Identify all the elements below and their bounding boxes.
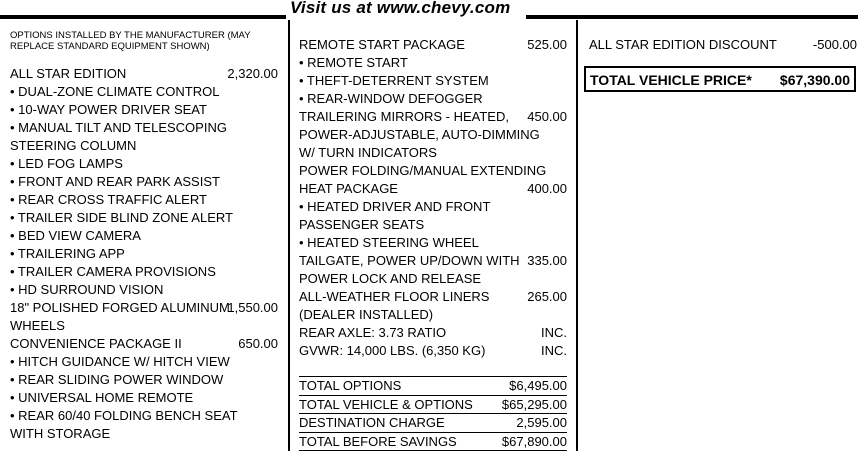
total-amount: 2,595.00: [516, 415, 567, 430]
option-line: [10, 191, 278, 209]
discount-label: ALL STAR EDITION DISCOUNT: [589, 37, 777, 52]
total-amount: $65,295.00: [501, 396, 567, 412]
header-rule-right: [526, 15, 858, 19]
total-line: [299, 432, 567, 451]
option-line: [299, 216, 567, 234]
total-vehicle-price-box: [584, 66, 856, 92]
option-text: POWER LOCK AND RELEASE: [299, 271, 482, 286]
option-line: [299, 36, 567, 54]
option-text: TAILGATE, POWER UP/DOWN WITH: [299, 253, 520, 268]
option-line: [299, 306, 567, 324]
option-line: [10, 227, 278, 245]
total-line: [299, 376, 567, 395]
option-line: [10, 425, 278, 443]
option-text: • UNIVERSAL HOME REMOTE: [10, 390, 194, 405]
option-text: • MANUAL TILT AND TELESCOPING: [10, 120, 227, 135]
option-line: [10, 209, 278, 227]
option-text: • REAR SLIDING POWER WINDOW: [10, 372, 224, 387]
website-url[interactable]: Visit us at www.chevy.com: [290, 0, 511, 17]
option-line: [10, 407, 278, 425]
totals-block: [299, 376, 567, 451]
option-text: • REAR-WINDOW DEFOGGER: [299, 91, 483, 106]
total-label: TOTAL VEHICLE & OPTIONS: [299, 396, 473, 412]
option-text: • HEATED DRIVER AND FRONT: [299, 199, 491, 214]
option-line: [299, 144, 567, 162]
option-line: [10, 173, 278, 191]
option-text: • REAR 60/40 FOLDING BENCH SEAT: [10, 408, 238, 423]
total-line: [299, 395, 567, 414]
option-text: 18" POLISHED FORGED ALUMINUM: [10, 300, 230, 315]
left-lines: [10, 65, 278, 443]
option-line: [10, 155, 278, 173]
option-line: [10, 335, 278, 353]
option-text: • TRAILER CAMERA PROVISIONS: [10, 264, 216, 279]
option-text: ALL-WEATHER FLOOR LINERS: [299, 289, 490, 304]
option-text: STEERING COLUMN: [10, 138, 137, 153]
total-amount: $6,495.00: [509, 378, 567, 393]
total-label: TOTAL OPTIONS: [299, 378, 402, 393]
option-text: GVWR: 14,000 LBS. (6,350 KG): [299, 343, 486, 358]
option-text: POWER FOLDING/MANUAL EXTENDING: [299, 163, 547, 178]
option-amount: 400.00: [527, 181, 567, 196]
option-line: [10, 389, 278, 407]
option-text: • FRONT AND REAR PARK ASSIST: [10, 174, 220, 189]
option-text: • HEATED STEERING WHEEL: [299, 235, 479, 250]
options-column-middle: [299, 36, 567, 360]
option-text: • HITCH GUIDANCE W/ HITCH VIEW: [10, 354, 230, 369]
option-line: [10, 137, 278, 155]
option-line: [299, 126, 567, 144]
option-amount: INC.: [541, 343, 567, 358]
option-text: ALL STAR EDITION: [10, 66, 127, 81]
option-amount: 2,320.00: [227, 66, 278, 81]
option-text: HEAT PACKAGE: [299, 181, 398, 196]
option-line: [10, 65, 278, 83]
option-amount: 265.00: [527, 289, 567, 304]
total-label: DESTINATION CHARGE: [299, 415, 445, 430]
option-text: WITH STORAGE: [10, 426, 111, 441]
option-line: [10, 299, 278, 317]
option-amount: INC.: [541, 325, 567, 340]
middle-lines: [299, 36, 567, 360]
option-text: (DEALER INSTALLED): [299, 307, 434, 322]
option-line: [299, 54, 567, 72]
option-amount: 525.00: [527, 37, 567, 52]
option-line: [10, 353, 278, 371]
option-line: [299, 108, 567, 126]
option-line: [10, 263, 278, 281]
option-text: • LED FOG LAMPS: [10, 156, 123, 171]
option-text: PASSENGER SEATS: [299, 217, 425, 232]
option-line: [10, 245, 278, 263]
options-note: OPTIONS INSTALLED BY THE MANUFACTURER (MAY REPLACE STANDARD EQUIPMENT SHOWN): [10, 30, 251, 52]
options-column-left: [10, 30, 278, 443]
option-amount: 450.00: [527, 109, 567, 124]
option-text: W/ TURN INDICATORS: [299, 145, 437, 160]
discount-amount: -500.00: [812, 37, 857, 52]
total-label: TOTAL BEFORE SAVINGS: [299, 433, 457, 449]
option-line: [299, 342, 567, 360]
option-line: [10, 119, 278, 137]
option-text: POWER-ADJUSTABLE, AUTO-DIMMING: [299, 127, 540, 142]
option-line: [299, 162, 567, 180]
divider-right: [576, 20, 578, 451]
option-text: CONVENIENCE PACKAGE II: [10, 336, 182, 351]
option-text: TRAILERING MIRRORS - HEATED,: [299, 109, 509, 124]
option-text: • TRAILER SIDE BLIND ZONE ALERT: [10, 210, 233, 225]
option-line: [299, 234, 567, 252]
option-text: • DUAL-ZONE CLIMATE CONTROL: [10, 84, 220, 99]
option-line: [10, 83, 278, 101]
option-line: [299, 324, 567, 342]
option-line: [299, 180, 567, 198]
option-text: • TRAILERING APP: [10, 246, 125, 261]
option-text: REMOTE START PACKAGE: [299, 37, 465, 52]
option-text: • BED VIEW CAMERA: [10, 228, 141, 243]
option-line: [299, 90, 567, 108]
option-line: [10, 281, 278, 299]
option-text: • THEFT-DETERRENT SYSTEM: [299, 73, 489, 88]
price-column: [589, 36, 857, 54]
option-text: • REMOTE START: [299, 55, 408, 70]
option-text: • HD SURROUND VISION: [10, 282, 164, 297]
option-text: REAR AXLE: 3.73 RATIO: [299, 325, 447, 340]
option-text: • REAR CROSS TRAFFIC ALERT: [10, 192, 207, 207]
option-text: • 10-WAY POWER DRIVER SEAT: [10, 102, 207, 117]
total-price-amount: $67,390.00: [779, 72, 850, 88]
total-line: [299, 413, 567, 432]
option-amount: 335.00: [527, 253, 567, 268]
option-line: [10, 317, 278, 335]
option-line: [299, 72, 567, 90]
total-amount: $67,890.00: [501, 433, 567, 449]
option-line: [10, 371, 278, 389]
header: [0, 0, 858, 20]
option-amount: 650.00: [238, 336, 278, 351]
option-line: [299, 252, 567, 270]
total-price-label: TOTAL VEHICLE PRICE*: [590, 72, 752, 88]
discount-row: [589, 36, 857, 54]
option-line: [299, 288, 567, 306]
option-line: [299, 198, 567, 216]
header-rule-left: [0, 15, 286, 19]
option-line: [299, 270, 567, 288]
option-amount: 1,550.00: [227, 300, 278, 315]
divider-left: [288, 20, 290, 451]
option-text: WHEELS: [10, 318, 65, 333]
option-line: [10, 101, 278, 119]
